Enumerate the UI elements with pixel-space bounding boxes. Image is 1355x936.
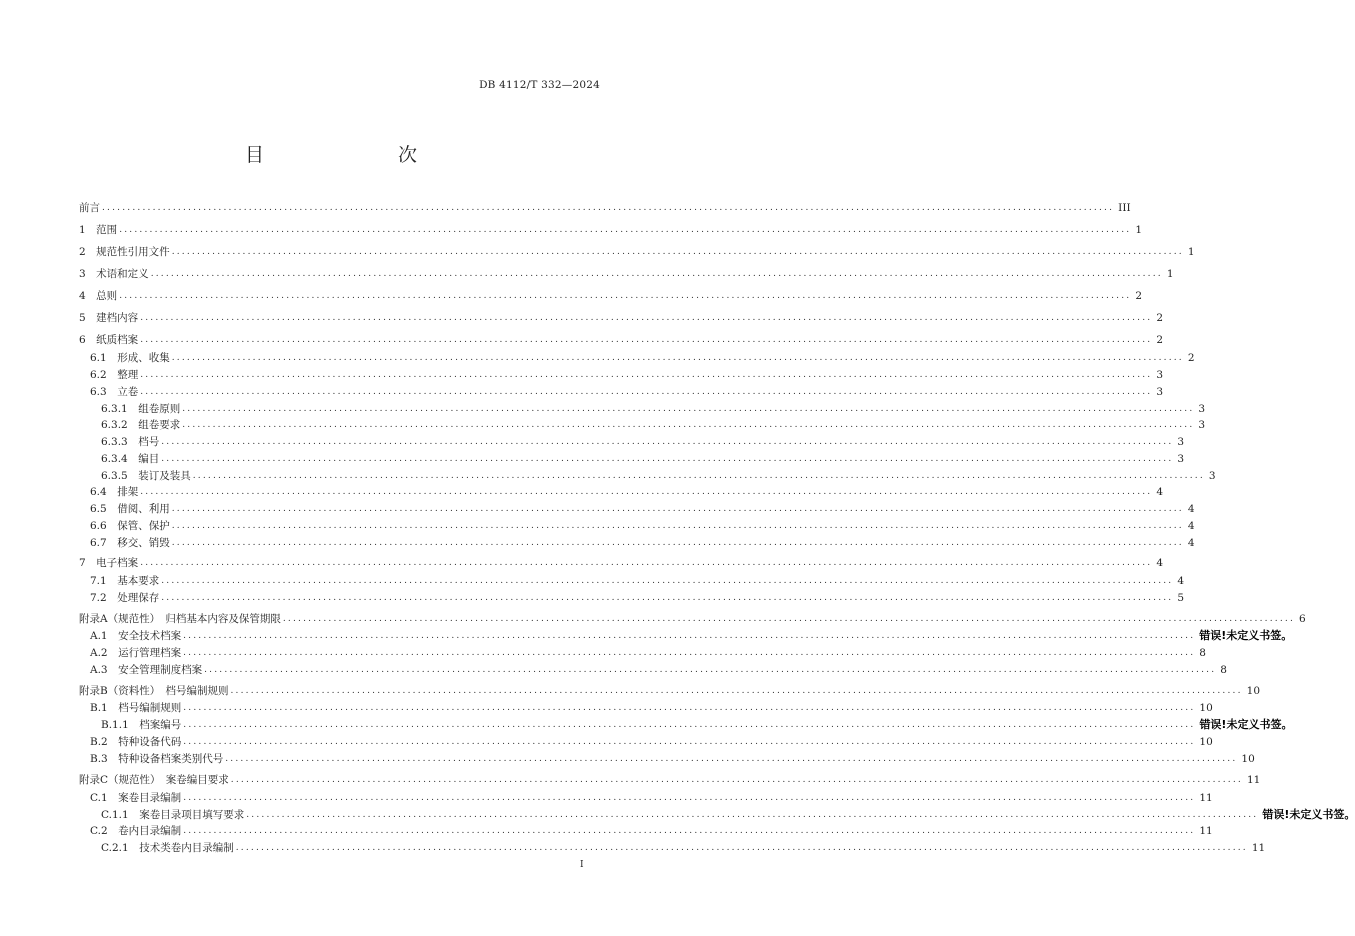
- toc-entry-page: 10: [1241, 753, 1255, 765]
- page-title: 目 次: [244, 144, 449, 166]
- toc-entry-page: 11: [1199, 825, 1213, 837]
- toc-entry[interactable]: [90, 791, 1213, 805]
- toc-entry-page: 错误!未定义书签。: [1262, 808, 1355, 821]
- toc-leader-dots: ........................................................................................................................................................................................................: [204, 665, 1217, 675]
- toc-entry[interactable]: [101, 452, 1185, 466]
- toc-entry[interactable]: [90, 351, 1195, 365]
- toc-entry[interactable]: [79, 289, 1143, 303]
- toc-entry[interactable]: [90, 485, 1164, 499]
- toc-entry-page: 2: [1156, 312, 1164, 324]
- toc-entry[interactable]: [79, 245, 1195, 259]
- toc-entry-page: 3: [1156, 369, 1164, 381]
- toc-entry-page: 3: [1208, 470, 1216, 482]
- toc-leader-dots: ........................................................................................................................................................................................................: [182, 420, 1195, 430]
- toc-entry-page: 4: [1187, 520, 1195, 532]
- toc-entry-page: 错误!未定义书签。: [1199, 718, 1293, 731]
- toc-leader-dots: ........................................................................................................................................................................................................: [161, 576, 1174, 586]
- toc-entry-page: 4: [1177, 575, 1185, 587]
- toc-entry-label: 2 规范性引用文件: [79, 246, 170, 258]
- toc-entry-label: 7.2 处理保存: [90, 592, 160, 604]
- toc-leader-dots: ........................................................................................................................................................................................................: [140, 487, 1153, 497]
- toc-leader-dots: ........................................................................................................................................................................................................: [161, 593, 1174, 603]
- toc-leader-dots: ........................................................................................................................................................................................................: [119, 291, 1132, 301]
- toc-leader-dots: ........................................................................................................................................................................................................: [182, 404, 1195, 414]
- toc-entry[interactable]: [101, 418, 1206, 432]
- toc-entry[interactable]: [79, 267, 1174, 281]
- toc-leader-dots: ........................................................................................................................................................................................................: [246, 810, 1259, 820]
- toc-entry-label: B.1.1 档案编号: [101, 719, 182, 731]
- toc-leader-dots: ........................................................................................................................................................................................................: [192, 471, 1205, 481]
- toc-leader-dots: ........................................................................................................................................................................................................: [150, 269, 1163, 279]
- toc-entry-page: 11: [1251, 842, 1266, 854]
- toc-entry[interactable]: [101, 808, 1355, 822]
- toc-entry-page: III: [1118, 202, 1131, 214]
- toc-entry-page: 3: [1198, 419, 1206, 431]
- toc-entry[interactable]: [101, 402, 1206, 416]
- toc-entry-label: 6.7 移交、销毁: [90, 537, 170, 549]
- toc-entry-page: 3: [1156, 386, 1164, 398]
- toc-entry[interactable]: [90, 385, 1164, 399]
- toc-leader-dots: ........................................................................................................................................................................................................: [171, 247, 1184, 257]
- toc-entry[interactable]: [79, 773, 1261, 787]
- toc-entry[interactable]: [101, 469, 1216, 483]
- toc-entry-page: 10: [1199, 736, 1213, 748]
- toc-entry-page: 4: [1187, 537, 1195, 549]
- toc-entry-page: 8: [1220, 664, 1227, 676]
- toc-entry[interactable]: [101, 718, 1293, 732]
- toc-entry-label: B.2 特种设备代码: [90, 736, 182, 748]
- toc-entry-page: 2: [1187, 352, 1195, 364]
- toc-leader-dots: ........................................................................................................................................................................................................: [230, 686, 1243, 696]
- toc-entry-page: 11: [1199, 792, 1213, 804]
- toc-entry-page: 11: [1246, 774, 1261, 786]
- toc-entry[interactable]: [79, 333, 1164, 347]
- toc-entry-label: 6.6 保管、保护: [90, 520, 170, 532]
- toc-entry-label: 6.3 立卷: [90, 386, 139, 398]
- toc-entry[interactable]: [90, 574, 1185, 588]
- toc-entry[interactable]: [101, 841, 1266, 855]
- toc-entry-page: 1: [1187, 246, 1195, 258]
- toc-entry[interactable]: [79, 223, 1143, 237]
- toc-entry-page: 错误!未定义书签。: [1199, 629, 1293, 642]
- toc-leader-dots: ........................................................................................................................................................................................................: [140, 370, 1153, 380]
- toc-entry-label: 6.3.1 组卷原则: [101, 403, 181, 415]
- toc-entry-label: 6 纸质档案: [79, 334, 139, 346]
- toc-entry-label: A.3 安全管理制度档案: [90, 664, 203, 676]
- toc-entry-label: 前言: [79, 202, 100, 214]
- toc-entry-page: 4: [1156, 557, 1164, 569]
- toc-entry[interactable]: [79, 556, 1164, 570]
- toc-entry-label: 7 电子档案: [79, 557, 139, 569]
- toc-leader-dots: ........................................................................................................................................................................................................: [183, 826, 1196, 836]
- toc-leader-dots: ........................................................................................................................................................................................................: [183, 737, 1196, 747]
- toc-entry-label: B.1 档号编制规则: [90, 702, 182, 714]
- toc-entry-page: 3: [1177, 436, 1185, 448]
- toc-leader-dots: ........................................................................................................................................................................................................: [171, 353, 1184, 363]
- toc-leader-dots: ........................................................................................................................................................................................................: [171, 538, 1184, 548]
- toc-entry-label: 6.5 借阅、利用: [90, 503, 170, 515]
- toc-leader-dots: ........................................................................................................................................................................................................: [140, 558, 1153, 568]
- toc-entry-label: 附录B（资料性） 档号编制规则: [79, 685, 229, 697]
- toc-leader-dots: ........................................................................................................................................................................................................: [119, 225, 1132, 235]
- toc-leader-dots: ........................................................................................................................................................................................................: [171, 504, 1184, 514]
- toc-entry-page: 1: [1135, 224, 1143, 236]
- toc-entry-page: 2: [1135, 290, 1143, 302]
- toc-entry-page: 6: [1299, 613, 1306, 625]
- toc-leader-dots: ........................................................................................................................................................................................................: [183, 631, 1196, 641]
- toc-entry-page: 1: [1166, 268, 1174, 280]
- toc-entry-label: 6.2 整理: [90, 369, 139, 381]
- toc-entry-label: 3 术语和定义: [79, 268, 149, 280]
- toc-leader-dots: ........................................................................................................................................................................................................: [171, 521, 1184, 531]
- toc-entry-page: 2: [1156, 334, 1164, 346]
- toc-entry[interactable]: [90, 368, 1164, 382]
- toc-entry-label: 6.3.3 档号: [101, 436, 160, 448]
- toc-leader-dots: ........................................................................................................................................................................................................: [230, 775, 1243, 785]
- toc-entry-label: C.2 卷内目录编制: [90, 825, 182, 837]
- toc-leader-dots: ........................................................................................................................................................................................................: [102, 203, 1115, 213]
- toc-entry[interactable]: [90, 536, 1195, 550]
- toc-entry-label: C.2.1 技术类卷内目录编制: [101, 842, 234, 854]
- toc-entry-label: 4 总则: [79, 290, 118, 302]
- toc-entry-page: 5: [1177, 592, 1185, 604]
- toc-entry-page: 8: [1199, 647, 1206, 659]
- toc-entry[interactable]: [90, 824, 1213, 838]
- toc-entry-label: 6.3.2 组卷要求: [101, 419, 181, 431]
- toc-entry-label: 附录A（规范性） 归档基本内容及保管期限: [79, 613, 281, 625]
- toc-entry-page: 4: [1156, 486, 1164, 498]
- toc-leader-dots: ........................................................................................................................................................................................................: [183, 703, 1196, 713]
- toc-entry[interactable]: [90, 519, 1195, 533]
- toc-entry-label: 6.3.5 装订及装具: [101, 470, 191, 482]
- toc-entry-label: 5 建档内容: [79, 312, 139, 324]
- toc-entry[interactable]: [90, 663, 1227, 677]
- toc-entry[interactable]: [90, 735, 1213, 749]
- toc-leader-dots: ........................................................................................................................................................................................................: [225, 754, 1238, 764]
- toc-entry-label: B.3 特种设备档案类别代号: [90, 753, 224, 765]
- toc-entry-label: C.1.1 案卷目录项目填写要求: [101, 809, 245, 821]
- toc-entry[interactable]: [79, 612, 1306, 626]
- toc-entry-page: 4: [1187, 503, 1195, 515]
- toc-leader-dots: ........................................................................................................................................................................................................: [183, 720, 1196, 730]
- toc-entry[interactable]: [90, 646, 1206, 660]
- toc-leader-dots: ........................................................................................................................................................................................................: [140, 335, 1153, 345]
- toc-entry-page: 10: [1199, 702, 1213, 714]
- toc-entry[interactable]: [79, 311, 1164, 325]
- toc-entry-label: 6.3.4 编目: [101, 453, 160, 465]
- toc-leader-dots: ........................................................................................................................................................................................................: [140, 387, 1153, 397]
- toc-leader-dots: ........................................................................................................................................................................................................: [282, 614, 1296, 624]
- toc-entry[interactable]: [90, 752, 1255, 766]
- toc-entry-label: 附录C（规范性） 案卷编目要求: [79, 774, 229, 786]
- toc-entry[interactable]: [90, 629, 1293, 643]
- toc-entry[interactable]: [79, 201, 1131, 215]
- toc-entry-page: 10: [1246, 685, 1261, 697]
- toc-entry-label: C.1 案卷目录编制: [90, 792, 182, 804]
- toc-leader-dots: ........................................................................................................................................................................................................: [183, 793, 1196, 803]
- toc-entry[interactable]: [101, 435, 1185, 449]
- toc-entry-label: 6.1 形成、收集: [90, 352, 170, 364]
- toc-entry[interactable]: [90, 591, 1185, 605]
- toc-entry-page: 3: [1198, 403, 1206, 415]
- toc-leader-dots: ........................................................................................................................................................................................................: [235, 843, 1248, 853]
- toc-entry[interactable]: [90, 502, 1195, 516]
- toc-entry-page: 3: [1177, 453, 1185, 465]
- toc-leader-dots: ........................................................................................................................................................................................................: [140, 313, 1153, 323]
- toc-leader-dots: ........................................................................................................................................................................................................: [161, 437, 1174, 447]
- toc-entry-label: 6.4 排架: [90, 486, 139, 498]
- toc-entry-label: 7.1 基本要求: [90, 575, 160, 587]
- toc-leader-dots: ........................................................................................................................................................................................................: [161, 454, 1174, 464]
- toc-entry-label: 1 范围: [79, 224, 118, 236]
- toc-entry-label: A.1 安全技术档案: [90, 630, 182, 642]
- page-number: I: [580, 860, 584, 870]
- document-number: DB 4112/T 332—2024: [479, 79, 600, 91]
- toc-entry[interactable]: [90, 701, 1213, 715]
- toc-entry[interactable]: [79, 684, 1261, 698]
- toc-leader-dots: ........................................................................................................................................................................................................: [183, 648, 1196, 658]
- toc-entry-label: A.2 运行管理档案: [90, 647, 182, 659]
